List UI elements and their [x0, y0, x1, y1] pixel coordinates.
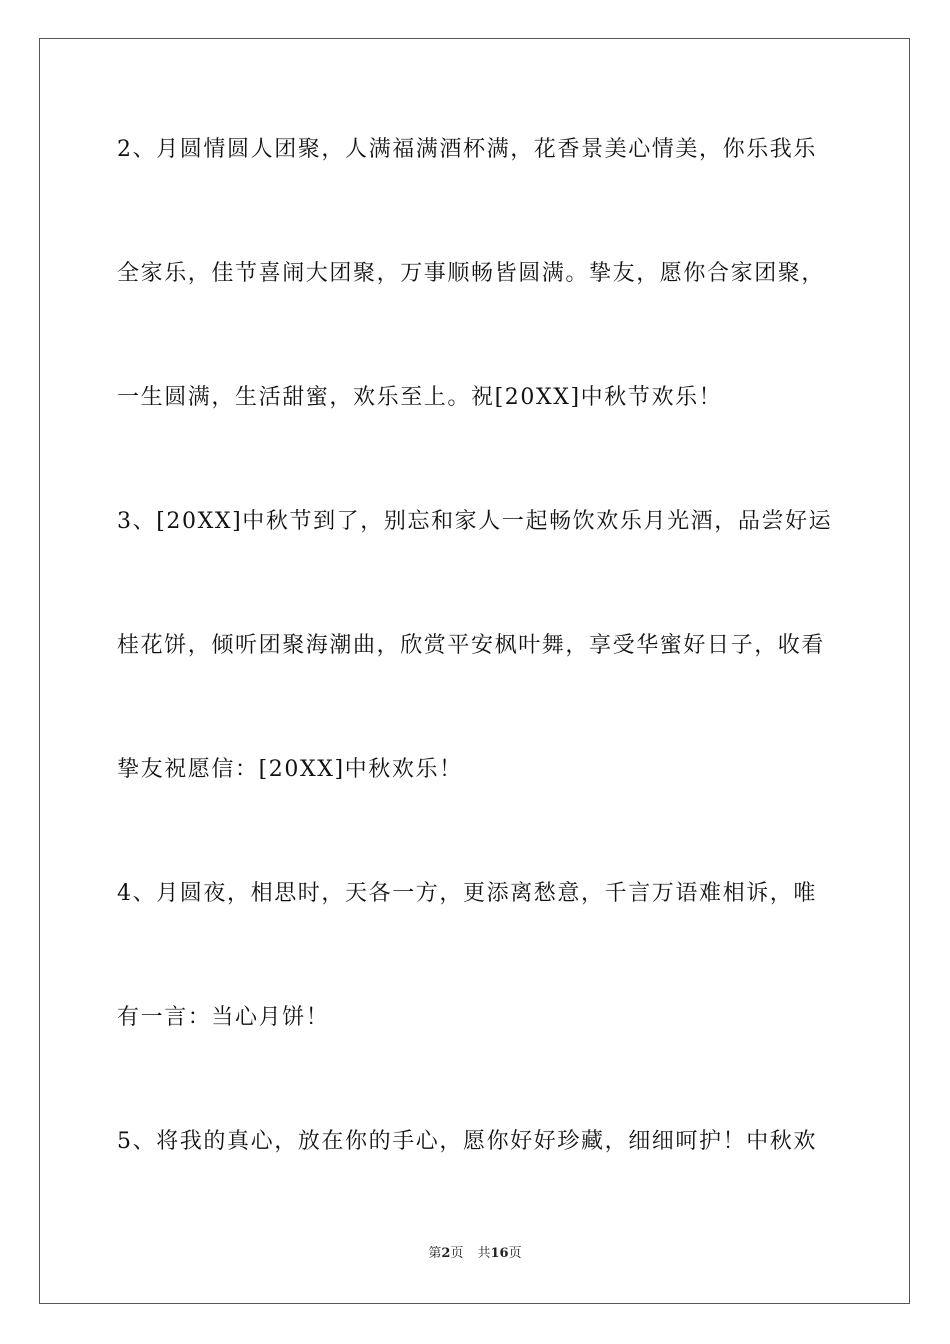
page-border [39, 38, 910, 1304]
total-suffix: 页 [508, 1246, 522, 1261]
page-footer [0, 1245, 950, 1263]
paragraph-line: 4、月圆夜，相思时，天各一方，更添离愁意，千言万语难相诉，唯 [117, 881, 817, 906]
paragraph-line: 2、月圆情圆人团聚，人满福满酒杯满，花香景美心情美，你乐我乐 [117, 137, 817, 162]
page-number: 2 [441, 1246, 451, 1261]
paragraph-line: 桂花饼，倾听团聚海潮曲，欣赏平安枫叶舞，享受华蜜好日子，收看 [117, 633, 826, 658]
page-prefix: 第 [428, 1246, 442, 1261]
page-suffix: 页 [450, 1246, 464, 1261]
paragraph-line: 一生圆满，生活甜蜜，欢乐至上。祝[20XX]中秋节欢乐！ [117, 385, 723, 410]
total-prefix: 共 [477, 1246, 491, 1261]
paragraph-line: 5、将我的真心，放在你的手心，愿你好好珍藏，细细呵护！中秋欢 [117, 1129, 817, 1154]
total-pages: 16 [490, 1246, 509, 1261]
paragraph-line: 3、[20XX]中秋节到了，别忘和家人一起畅饮欢乐月光酒，品尝好运 [117, 509, 833, 534]
paragraph-line: 挚友祝愿信：[20XX]中秋欢乐！ [117, 757, 463, 782]
paragraph-line: 全家乐，佳节喜闹大团聚，万事顺畅皆圆满。挚友，愿你合家团聚， [117, 261, 826, 286]
paragraph-line: 有一言：当心月饼！ [117, 1005, 330, 1030]
